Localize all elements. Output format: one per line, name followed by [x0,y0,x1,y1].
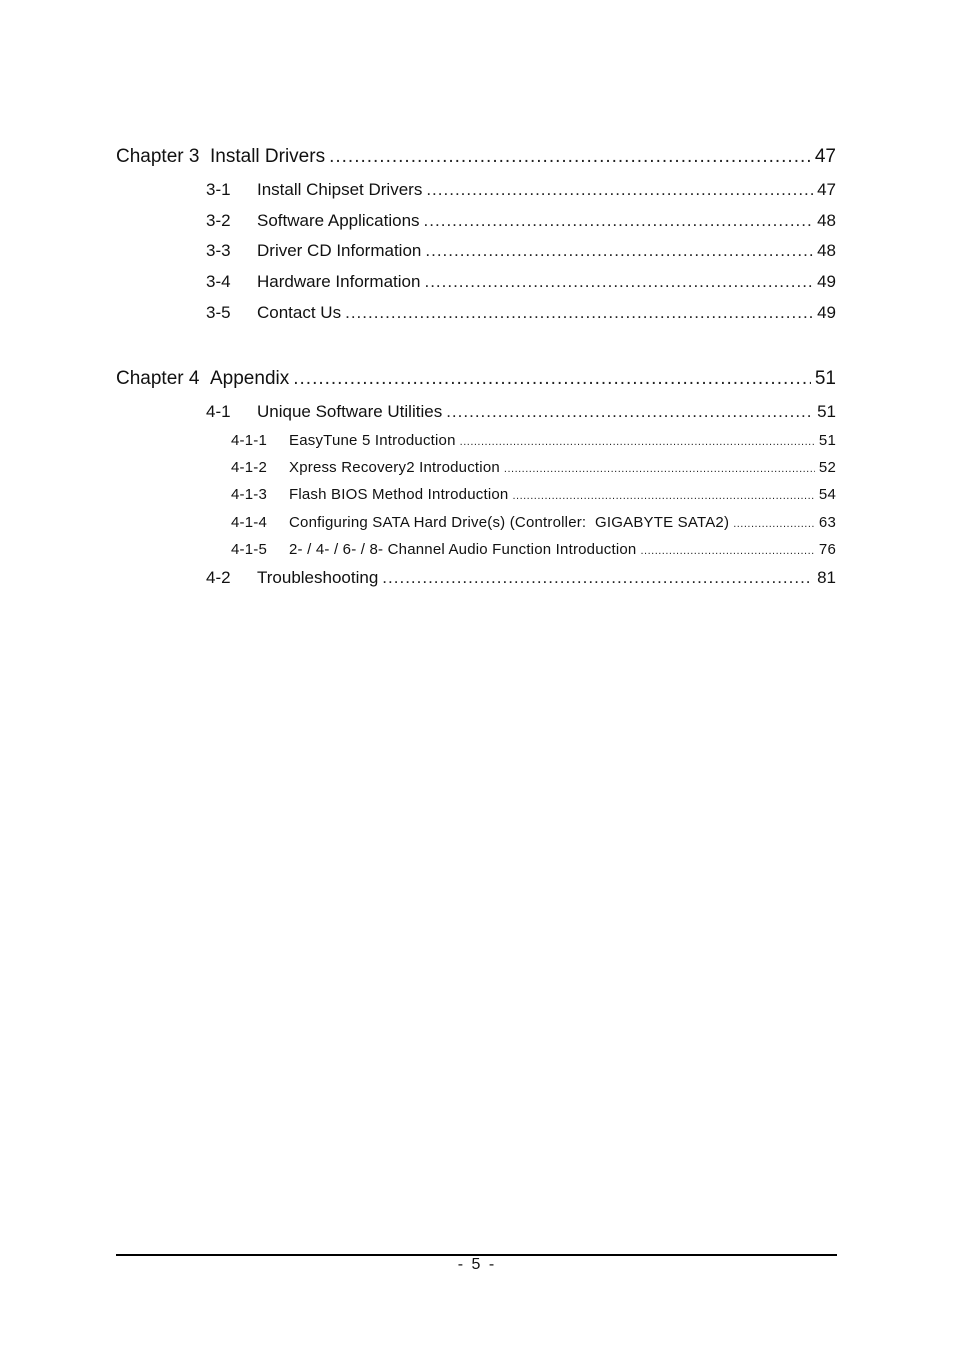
section-title: Hardware Information [257,272,421,291]
dot-leader [504,463,815,475]
chapter-title: Appendix [210,368,290,389]
toc-subsection-4-1-1[interactable] [231,432,836,449]
dot-leader [424,272,813,292]
page-ref: 49 [817,272,836,291]
page-ref: 48 [817,241,836,260]
section-number: 4-1 [206,402,231,421]
page-ref: 47 [814,146,836,167]
toc-chapter-4[interactable] [116,368,836,390]
section-number: 3-1 [206,180,231,199]
toc-subsection-4-1-5[interactable] [231,541,836,558]
toc-section-3-2[interactable] [206,211,836,231]
dot-leader [293,368,811,390]
subsection-number: 4-1-1 [231,432,268,449]
toc-chapter-3[interactable] [116,146,836,168]
dot-leader [345,303,813,323]
subsection-title: EasyTune 5 Introduction [289,432,456,449]
page-number: - 5 - [457,1256,497,1273]
dot-leader [329,146,811,168]
toc-subsection-4-1-3[interactable] [231,486,836,503]
page-ref: 81 [817,568,836,587]
toc-subsection-4-1-4[interactable] [231,514,836,531]
page-ref: 52 [818,459,836,476]
subsection-title: Configuring SATA Hard Drive(s) (Controller: GIGABYTE SATA2) [289,514,730,531]
section-title: Driver CD Information [257,241,422,260]
section-number: 4-2 [206,568,231,587]
section-number: 3-2 [206,211,231,230]
page-ref: 47 [817,180,836,199]
page-ref: 48 [817,211,836,230]
page-ref: 63 [818,514,836,531]
chapter-title: Install Drivers [210,146,326,167]
subsection-title: Flash BIOS Method Introduction [289,486,509,503]
subsection-number: 4-1-5 [231,541,268,558]
dot-leader [382,568,813,588]
page-ref: 54 [818,486,836,503]
subsection-number: 4-1-2 [231,459,268,476]
subsection-title: Xpress Recovery2 Introduction [289,459,500,476]
section-title: Software Applications [257,211,420,230]
toc-section-3-1[interactable] [206,180,836,200]
section-number: 3-4 [206,272,231,291]
toc-section-3-4[interactable] [206,272,836,292]
dot-leader [512,490,814,502]
page-ref: 51 [818,432,836,449]
dot-leader [446,402,813,422]
subsection-number: 4-1-4 [231,514,268,531]
toc-section-4-2[interactable] [206,568,836,588]
section-number: 3-3 [206,241,231,260]
toc-section-4-1[interactable] [206,402,836,422]
dot-leader [426,180,813,200]
chapter-number: Chapter 3 [116,146,200,167]
dot-leader [424,211,814,231]
subsection-title: 2- / 4- / 6- / 8- Channel Audio Function Introduction [289,541,637,558]
section-number: 3-5 [206,303,231,322]
page-ref: 51 [814,368,836,389]
toc-section-3-5[interactable] [206,303,836,323]
chapter-number: Chapter 4 [116,368,200,389]
toc-subsection-4-1-2[interactable] [231,459,836,476]
page-ref: 49 [817,303,836,322]
toc-section-3-3[interactable] [206,241,836,261]
dot-leader [733,518,815,530]
dot-leader [640,545,814,557]
section-title: Unique Software Utilities [257,402,443,421]
section-title: Install Chipset Drivers [257,180,423,199]
page-ref: 76 [818,541,836,558]
section-title: Contact Us [257,303,342,322]
page-ref: 51 [817,402,836,421]
dot-leader [460,436,815,448]
dot-leader [425,241,813,261]
subsection-number: 4-1-3 [231,486,268,503]
section-title: Troubleshooting [257,568,379,587]
